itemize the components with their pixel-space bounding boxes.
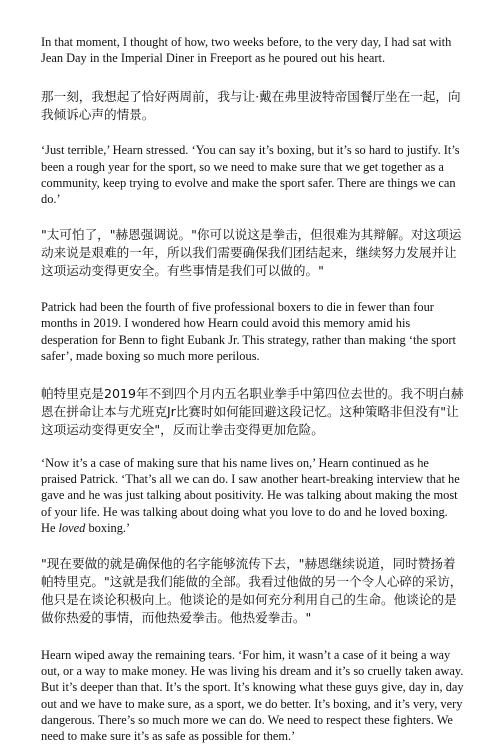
paragraph-text: boxing.’: [85, 520, 131, 535]
paragraph-chinese-1: 那一刻，我想起了恰好两周前，我与让·戴在弗里波特帝国餐厅坐在一起，向我倾诉心声的情景。: [41, 89, 461, 123]
paragraph-chinese-3: 帕特里克是2019年不到四个月内五名职业拳手中第四位去世的。我不明白赫恩在拼命让本与尤班克Jr比赛时如何能回避这段记忆。这种策略非但没有"让这项运动变得更安全"，反而让拳击变得更加危险。: [41, 386, 464, 438]
paragraph-chinese-2: "太可怕了，"赫恩强调说。"你可以说这是拳击，但很难为其辩解。对这项运动来说是艰难的一年，所以我们需要确保我们团结起来，继续努力发展并让这项运动变得更安全。有些事情是我们可以做的。": [41, 227, 462, 279]
paragraph-english-5: Hearn wiped away the remaining tears. ‘For him, it wasn’t a case of it being a way out, or a way to make money. He was living his dream and it’s so cruelly taken away. But it’s deeper than that. It’s the sport. It’s knowing what these guys give, day in, day out and we have to make sure, as a sport, we do better. It’s boxing, and it’s very, very dangerous. There’s so much more we can do. We need to respect these fighters. We need to make sure it’s as safe as possible for them.’: [41, 648, 464, 744]
paragraph-english-2: ‘Just terrible,’ Hearn stressed. ‘You can say it’s boxing, but it’s so hard to justify. It’s been a rough year for the sport, so we need to make sure that we get together as a community, keep trying to evolve and make the sport safer. There are things we can do.’: [41, 143, 460, 207]
paragraph-english-3: Patrick had been the fourth of five professional boxers to die in fewer than four months in 2019. I wondered how Hearn could avoid this memory amid his desperation for Benn to fight Eubank Jr. This strategy, rather than making ‘the sport safer’, made boxing so much more perilous.: [41, 300, 456, 363]
paragraph-chinese-4: "现在要做的就是确保他的名字能够流传下去，"赫恩继续说道，同时赞扬着帕特里克。"这就是我们能做的全部。我看过他做的另一个令人心碎的采访，他只是在谈论积极向上。他谈论的是如何充分利用自己的生命。他谈论的是做你热爱的事情，而他热爱拳击。他热爱拳击。": [41, 556, 463, 626]
paragraph-text: ‘Now it’s a case of making sure that his name lives on,’ Hearn continued as he praised Patrick. ‘That’s all we can do. I saw another heart-breaking interview that he gave and he was just talking about positivity. He was talking about making the most of your life. He was talking about doing what you love to do and he loved boxing. He: [41, 456, 460, 535]
emphasis-text: loved: [58, 520, 86, 535]
paragraph-english-4: [41, 455, 464, 536]
paragraph-english-1: In that moment, I thought of how, two weeks before, to the very day, I had sat with Jean Day in the Imperial Diner in Freeport as he poured out his heart.: [41, 35, 452, 66]
